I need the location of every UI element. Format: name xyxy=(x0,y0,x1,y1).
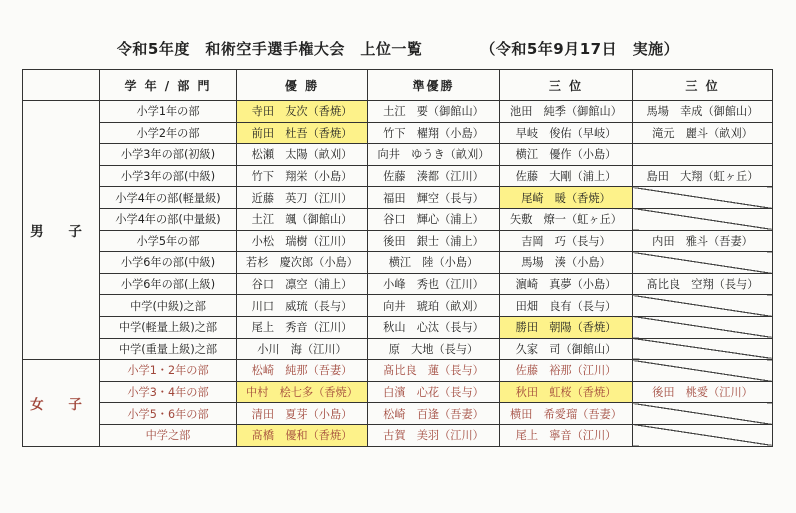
cell-third-b: 滝元 麗斗（畝刈） xyxy=(633,122,773,144)
header-third-b: 三 位 xyxy=(633,70,773,101)
cell-division: 小学1・2年の部 xyxy=(100,360,237,382)
table-row xyxy=(23,273,773,295)
cell-third-a: 吉岡 巧（長与） xyxy=(500,230,633,252)
cell-third-b xyxy=(633,252,773,274)
cell-winner: 小川 海（江川） xyxy=(237,338,368,360)
page-title xyxy=(0,38,796,59)
table-row xyxy=(23,424,773,446)
cell-third-a: 尾崎 暖（香焼） xyxy=(500,187,633,209)
cell-winner: 土江 颯（御館山） xyxy=(237,208,368,230)
title-main: 令和5年度 和術空手選手権大会 上位一覧 xyxy=(116,40,423,58)
header-division: 学 年 / 部 門 xyxy=(100,70,237,101)
cell-third-b: 髙比良 空翔（長与） xyxy=(633,273,773,295)
title-date: （令和5年9月17日 実施） xyxy=(480,40,680,58)
cell-runner-up: 秋山 心汰（長与） xyxy=(368,316,500,338)
header-row xyxy=(23,70,773,101)
cell-third-b: 後田 桃愛（江川） xyxy=(633,381,773,403)
table-row xyxy=(23,230,773,252)
cell-third-b xyxy=(633,403,773,425)
results-table xyxy=(22,69,773,447)
header-gender xyxy=(23,70,100,101)
header-runner-up: 準優勝 xyxy=(368,70,500,101)
cell-third-b xyxy=(633,338,773,360)
cell-third-a: 佐藤 裕那（江川） xyxy=(500,360,633,382)
cell-runner-up: 古賀 美羽（江川） xyxy=(368,424,500,446)
cell-third-b xyxy=(633,316,773,338)
cell-runner-up: 福田 輝空（長与） xyxy=(368,187,500,209)
cell-winner: 清田 夏芽（小島） xyxy=(237,403,368,425)
cell-division: 小学4年の部(軽量級) xyxy=(100,187,237,209)
cell-division: 中学(重量上級)之部 xyxy=(100,338,237,360)
table-row xyxy=(23,144,773,166)
cell-winner: 若杉 慶次郎（小島） xyxy=(237,252,368,274)
header-winner: 優 勝 xyxy=(237,70,368,101)
cell-division: 中学之部 xyxy=(100,424,237,446)
cell-division: 小学5年の部 xyxy=(100,230,237,252)
cell-division: 中学(軽量上級)之部 xyxy=(100,316,237,338)
cell-runner-up: 谷口 輝心（浦上） xyxy=(368,208,500,230)
cell-winner: 松崎 純那（吾妻） xyxy=(237,360,368,382)
cell-division: 中学(中級)之部 xyxy=(100,295,237,317)
cell-winner: 中村 桧七多（香焼） xyxy=(237,381,368,403)
table-row xyxy=(23,295,773,317)
cell-third-a: 田畑 良有（長与） xyxy=(500,295,633,317)
cell-runner-up: 横江 陸（小島） xyxy=(368,252,500,274)
cell-runner-up: 土江 要（御館山） xyxy=(368,101,500,123)
cell-third-a: 濵崎 真夢（小島） xyxy=(500,273,633,295)
cell-third-b: 島田 大翔（虹ヶ丘） xyxy=(633,165,773,187)
cell-third-b xyxy=(633,208,773,230)
cell-winner: 松瀬 太陽（畝刈） xyxy=(237,144,368,166)
cell-division: 小学2年の部 xyxy=(100,122,237,144)
table-row xyxy=(23,101,773,123)
cell-third-a: 早岐 俊佑（早岐） xyxy=(500,122,633,144)
cell-winner: 竹下 翔栄（小島） xyxy=(237,165,368,187)
cell-third-a: 横田 希愛瑠（吾妻） xyxy=(500,403,633,425)
cell-division: 小学1年の部 xyxy=(100,101,237,123)
gender-boys: 男 子 xyxy=(23,101,100,360)
cell-winner: 小松 瑞樹（江川） xyxy=(237,230,368,252)
cell-runner-up: 白濱 心花（長与） xyxy=(368,381,500,403)
cell-runner-up: 松崎 百逢（吾妻） xyxy=(368,403,500,425)
cell-runner-up: 後田 銀士（浦上） xyxy=(368,230,500,252)
cell-runner-up: 原 大地（長与） xyxy=(368,338,500,360)
cell-winner: 前田 杜吾（香焼） xyxy=(237,122,368,144)
header-third-a: 三 位 xyxy=(500,70,633,101)
cell-runner-up: 佐藤 湊都（江川） xyxy=(368,165,500,187)
table-row xyxy=(23,165,773,187)
cell-winner: 寺田 友次（香焼） xyxy=(237,101,368,123)
gender-girls: 女 子 xyxy=(23,360,100,446)
cell-third-a: 横江 優作（小島） xyxy=(500,144,633,166)
table-row xyxy=(23,316,773,338)
cell-third-a: 佐藤 大剛（浦上） xyxy=(500,165,633,187)
table-row xyxy=(23,381,773,403)
cell-division: 小学3・4年の部 xyxy=(100,381,237,403)
cell-third-b xyxy=(633,144,773,166)
cell-third-a: 馬場 湊（小島） xyxy=(500,252,633,274)
cell-third-b xyxy=(633,187,773,209)
table-row xyxy=(23,360,773,382)
cell-third-a: 勝田 朝陽（香焼） xyxy=(500,316,633,338)
table-row xyxy=(23,122,773,144)
cell-division: 小学6年の部(上級) xyxy=(100,273,237,295)
table-row xyxy=(23,208,773,230)
cell-division: 小学6年の部(中級) xyxy=(100,252,237,274)
table-row xyxy=(23,252,773,274)
cell-runner-up: 向井 ゆうき（畝刈） xyxy=(368,144,500,166)
cell-third-b: 内田 雅斗（吾妻） xyxy=(633,230,773,252)
cell-third-a: 久家 司（御館山） xyxy=(500,338,633,360)
cell-third-b xyxy=(633,295,773,317)
cell-division: 小学4年の部(中量級) xyxy=(100,208,237,230)
cell-runner-up: 竹下 櫂翔（小島） xyxy=(368,122,500,144)
cell-third-a: 矢敷 燎一（虹ヶ丘） xyxy=(500,208,633,230)
cell-runner-up: 向井 琥珀（畝刈） xyxy=(368,295,500,317)
cell-division: 小学3年の部(初級) xyxy=(100,144,237,166)
cell-division: 小学5・6年の部 xyxy=(100,403,237,425)
table-row xyxy=(23,403,773,425)
table-row xyxy=(23,338,773,360)
cell-runner-up: 小峰 秀也（江川） xyxy=(368,273,500,295)
cell-winner: 谷口 凛空（浦上） xyxy=(237,273,368,295)
cell-winner: 川口 威琉（長与） xyxy=(237,295,368,317)
table-row xyxy=(23,187,773,209)
cell-third-a: 秋田 虹桜（香焼） xyxy=(500,381,633,403)
cell-winner: 尾上 秀音（江川） xyxy=(237,316,368,338)
cell-third-a: 池田 純季（御館山） xyxy=(500,101,633,123)
cell-third-b xyxy=(633,424,773,446)
cell-third-b: 馬場 幸成（御館山） xyxy=(633,101,773,123)
cell-third-a: 尾上 寧音（江川） xyxy=(500,424,633,446)
results-body xyxy=(23,101,773,447)
cell-runner-up: 髙比良 蓮（長与） xyxy=(368,360,500,382)
cell-winner: 髙橋 優和（香焼） xyxy=(237,424,368,446)
cell-third-b xyxy=(633,360,773,382)
cell-division: 小学3年の部(中級) xyxy=(100,165,237,187)
cell-winner: 近藤 英刀（江川） xyxy=(237,187,368,209)
